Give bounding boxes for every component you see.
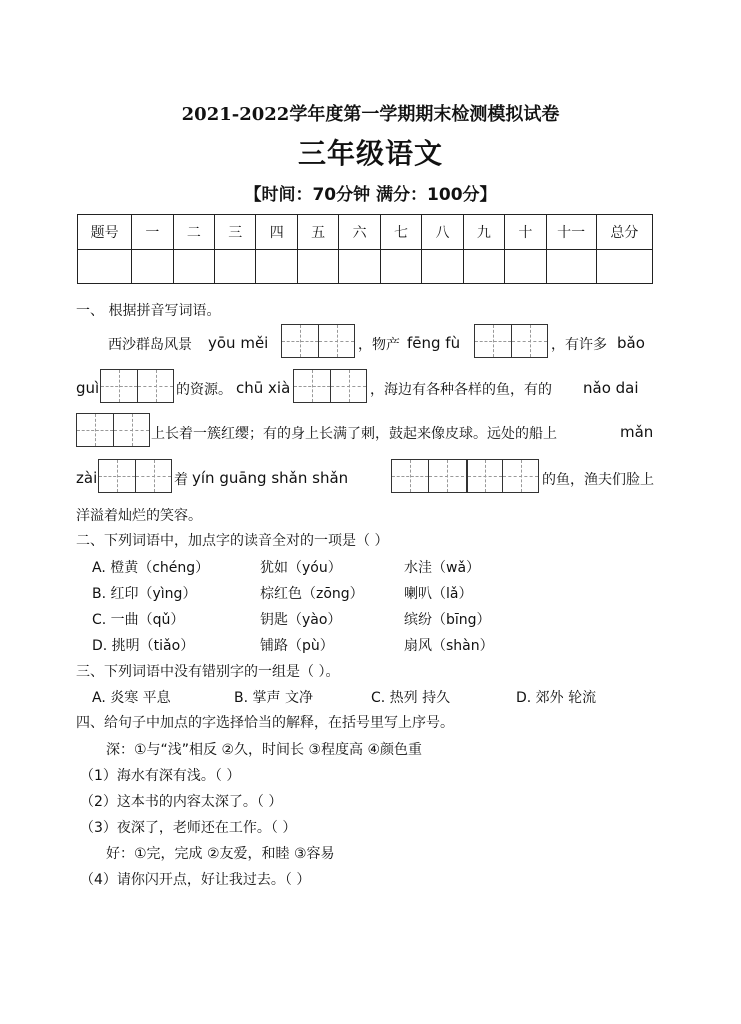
score-header-cell: 六: [339, 215, 380, 250]
score-blank-cell[interactable]: [173, 249, 214, 284]
pinyin: guì: [76, 379, 100, 397]
score-blank-cell[interactable]: [380, 249, 421, 284]
q2-option-d: D. 挑明（tiǎo）: [92, 638, 195, 654]
score-blank-cell[interactable]: [422, 249, 463, 284]
q1-text: 上长着一簇红缨；有的身上长满了刺，鼓起来像皮球。远处的船上: [151, 426, 557, 442]
score-header-cell: 一: [132, 215, 173, 250]
score-blank-cell[interactable]: [339, 249, 380, 284]
answer-box[interactable]: [281, 324, 355, 358]
q4-definition: 深：①与“浅”相反 ②久，时间长 ③程度高 ④颜色重: [106, 742, 423, 758]
q1-text: 着: [174, 472, 188, 488]
pinyin: mǎn: [620, 423, 654, 441]
answer-box[interactable]: [98, 459, 172, 493]
q2-title: 二、下列词语中，加点字的读音全对的一项是（ ）: [76, 533, 389, 549]
score-blank-cell[interactable]: [78, 249, 132, 284]
score-blank-cell[interactable]: [546, 249, 596, 284]
score-table-blank-row: [78, 249, 653, 284]
q2-option-d: 铺路（pù）: [260, 638, 334, 654]
answer-box[interactable]: [391, 459, 539, 493]
q3-option: D. 郊外 轮流: [516, 690, 597, 706]
q3-option: A. 炎寒 平息: [92, 690, 171, 706]
score-header-cell: 四: [256, 215, 297, 250]
q2-option-b: B. 红印（yìng）: [92, 586, 197, 602]
q2-option-a: 水洼（wǎ）: [404, 560, 481, 576]
score-header-cell: 十: [505, 215, 546, 250]
q3-option: C. 热列 持久: [371, 690, 451, 706]
q4-sentence: （4）请你闪开点，好让我过去。（ ）: [80, 872, 311, 888]
pinyin: yōu měi: [208, 334, 269, 352]
pinyin: fēng fù: [407, 334, 461, 352]
q2-option-c: 缤纷（bīng）: [404, 612, 491, 628]
q1-text: ，有许多: [551, 337, 607, 353]
q1-text: 的鱼，渔夫们脸上: [542, 472, 654, 488]
answer-box[interactable]: [293, 369, 367, 403]
q1-text: ，海边有各种各样的鱼，有的: [370, 382, 552, 398]
score-header-cell: 七: [380, 215, 421, 250]
answer-box[interactable]: [474, 324, 548, 358]
q2-option-d: 扇风（shàn）: [404, 638, 494, 654]
q1-text: 的资源。: [176, 382, 232, 398]
score-blank-cell[interactable]: [256, 249, 297, 284]
q4-sentence: （2）这本书的内容太深了。（ ）: [80, 794, 283, 810]
q3-option: B. 掌声 文净: [234, 690, 313, 706]
score-blank-cell[interactable]: [132, 249, 173, 284]
q1-text: ，物产: [358, 337, 400, 353]
q1-title: 一、 根据拼音写词语。: [76, 303, 221, 319]
exam-time-score: 【时间：70分钟 满分：100分】: [244, 185, 497, 205]
pinyin: chū xià: [236, 379, 291, 397]
score-header-cell: 五: [297, 215, 338, 250]
score-header-cell: 八: [422, 215, 463, 250]
pinyin: nǎo dai: [583, 379, 639, 397]
score-header-cell: 九: [463, 215, 504, 250]
score-blank-cell[interactable]: [596, 249, 652, 284]
q1-text: 洋溢着灿烂的笑容。: [76, 508, 202, 524]
pinyin: yín guāng shǎn shǎn: [192, 469, 349, 487]
score-header-cell: 三: [215, 215, 256, 250]
q3-title: 三、下列词语中没有错别字的一组是（ ）。: [76, 664, 340, 680]
score-header-cell: 题号: [78, 215, 132, 250]
q4-sentence: （3）夜深了，老师还在工作。（ ）: [80, 820, 297, 836]
exam-header-title: 2021-2022学年度第一学期期末检测模拟试卷: [181, 104, 560, 125]
q2-option-a: 犹如（yóu）: [260, 560, 342, 576]
score-blank-cell[interactable]: [463, 249, 504, 284]
score-blank-cell[interactable]: [297, 249, 338, 284]
pinyin: bǎo: [617, 334, 645, 352]
answer-box[interactable]: [100, 369, 174, 403]
q2-option-a: A. 橙黄（chéng）: [92, 560, 210, 576]
score-blank-cell[interactable]: [215, 249, 256, 284]
q4-sentence: （1）海水有深有浅。（ ）: [80, 768, 241, 784]
score-header-cell: 十一: [546, 215, 596, 250]
q2-option-b: 喇叭（lǎ）: [404, 586, 473, 602]
q2-option-c: 钥匙（yào）: [260, 612, 342, 628]
q1-text: 西沙群岛风景: [108, 337, 192, 353]
q2-option-b: 棕红色（zōng）: [260, 586, 364, 602]
score-header-cell: 二: [173, 215, 214, 250]
score-blank-cell[interactable]: [505, 249, 546, 284]
q4-definition: 好：①完，完成 ②友爱，和睦 ③容易: [106, 846, 335, 862]
pinyin: zài: [76, 469, 98, 487]
q2-option-c: C. 一曲（qǔ）: [92, 612, 185, 628]
score-table: [77, 214, 653, 284]
exam-subject-title: 三年级语文: [297, 137, 443, 170]
q4-title: 四、给句子中加点的字选择恰当的解释，在括号里写上序号。: [76, 715, 454, 731]
score-header-cell: 总分: [596, 215, 652, 250]
score-table-header-row: [78, 215, 653, 250]
answer-box[interactable]: [76, 413, 150, 447]
